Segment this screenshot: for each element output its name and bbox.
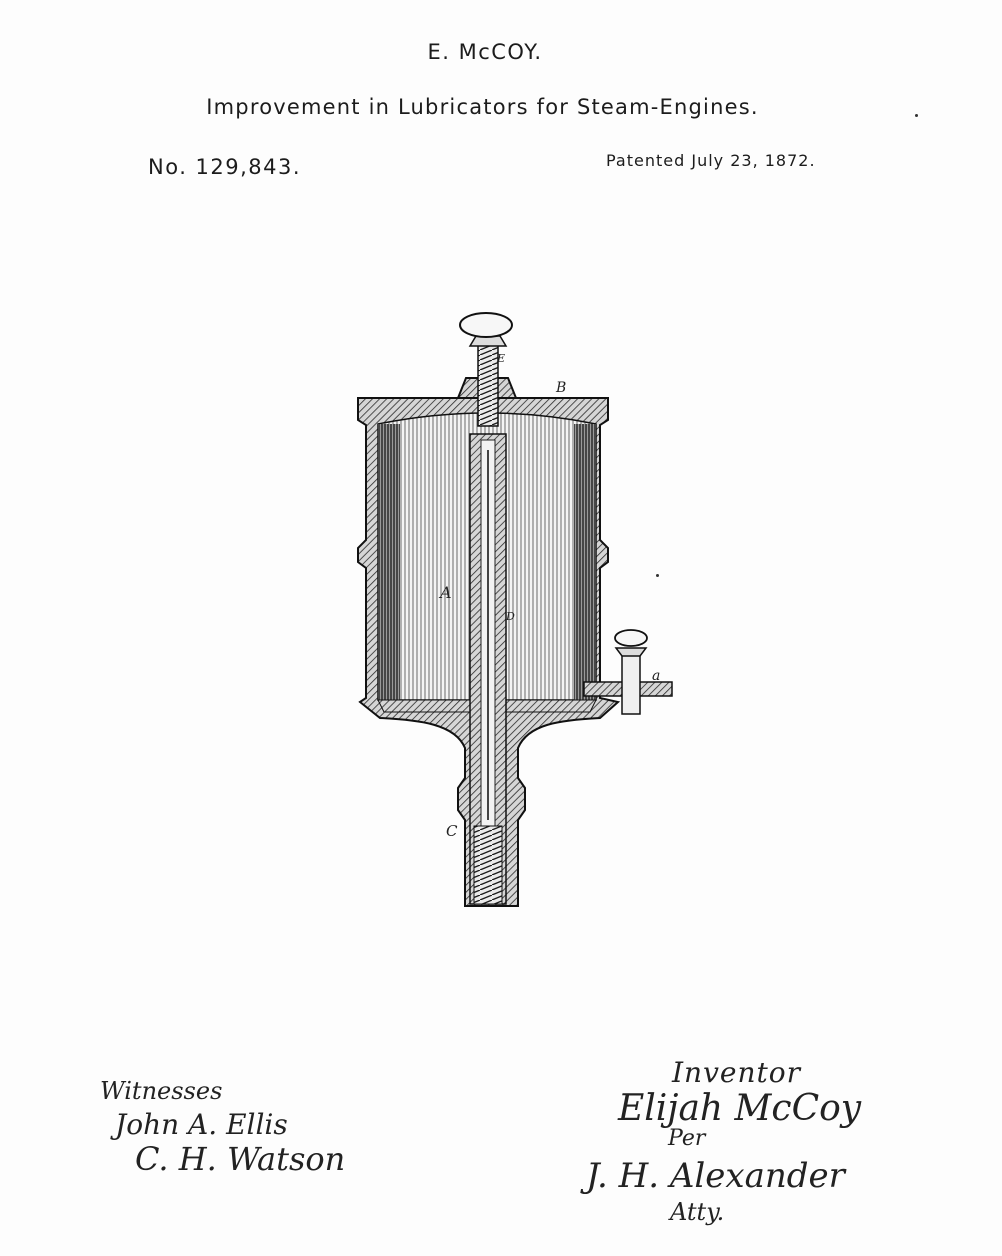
ref-letter-d: D — [506, 610, 515, 623]
patent-title: Improvement in Lubricators for Steam-Engines. — [206, 95, 759, 119]
witnesses-label: Witnesses — [100, 1077, 223, 1105]
attorney-signature: J. H. Alexander — [586, 1156, 845, 1196]
drain-knob-head — [615, 630, 647, 646]
valve-stem — [478, 340, 498, 426]
per-label: Per — [668, 1126, 706, 1151]
drain-valve-body — [622, 652, 640, 714]
ref-letter-e: E — [497, 352, 506, 365]
top-knob-head — [460, 313, 512, 337]
ref-letter-c: C — [446, 822, 458, 840]
inventor-signature: Elijah McCoy — [618, 1088, 862, 1129]
witness-signature-2: C. H. Watson — [135, 1140, 346, 1178]
inventor-label: Inventor — [672, 1056, 802, 1089]
thread-section — [474, 826, 502, 904]
chamber-shadow-right — [574, 424, 596, 700]
drain-knob — [616, 648, 646, 656]
ref-letter-b: B — [556, 380, 567, 396]
chamber-shadow-left — [378, 424, 400, 700]
patent-date: Patented July 23, 1872. — [606, 151, 816, 170]
attorney-label: Atty. — [670, 1198, 725, 1226]
witness-signature-1: John A. Ellis — [115, 1108, 288, 1141]
ref-letter-f: a — [652, 668, 661, 684]
patent-inventor-header: E. McCOY. — [427, 40, 543, 64]
patent-number: No. 129,843. — [148, 155, 302, 179]
ref-letter-a: A — [440, 583, 452, 602]
